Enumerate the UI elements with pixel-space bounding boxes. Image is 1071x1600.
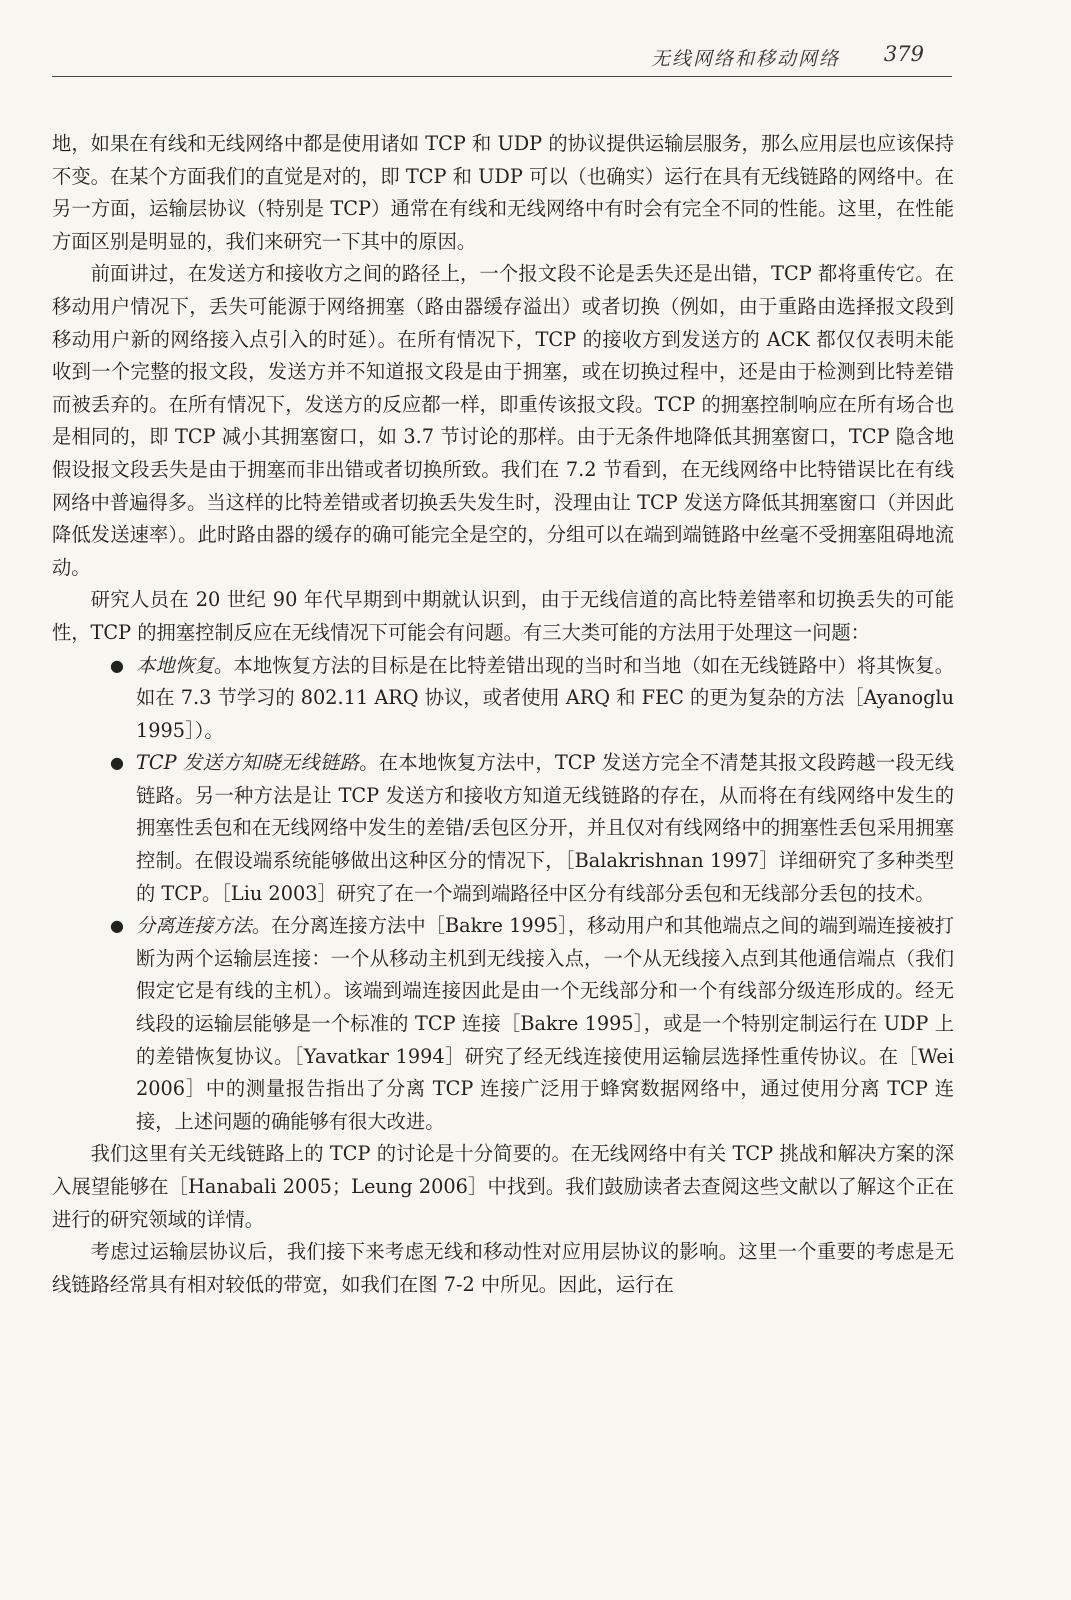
paragraph-continued: 地，如果在有线和无线网络中都是使用诸如 TCP 和 UDP 的协议提供运输层服务，那么应用层也应该保持不变。在某个方面我们的直觉是对的，即 TCP 和 UDP 可以（也确实）运行在具有无线链路的网络中。在另一方面，运输层协议（特别是 TCP）通常在有线和无线网络中有时会有完全不同的性能。这里，在性能方面区别是明显的，我们来研究一下其中的原因。 <box>52 132 954 253</box>
paragraph: 前面讲过，在发送方和接收方之间的路径上，一个报文段不论是丢失还是出错，TCP 都将重传它。在移动用户情况下，丢失可能源于网络拥塞（路由器缓存溢出）或者切换（例如，由于重路由选择报文段到移动用户新的网络接入点引入的时延）。在所有情况下，TCP 的接收方到发送方的 ACK 都仅仅表明未能收到一个完整的报文段，发送方并不知道报文段是由于拥塞，或在切换过程中，还是由于检测到比特差错而被丢弃的。在所有情况下，发送方的反应都一样，即重传该报文段。TCP 的拥塞控制响应在所有场合也是相同的，即 TCP 减小其拥塞窗口，如 3.7 节讨论的那样。由于无条件地降低其拥塞窗口，TCP 隐含地假设报文段丢失是由于拥塞而非出错或者切换所致。我们在 7.2 节看到，在无线网络中比特错误比在有线网络中普遍得多。当这样的比特差错或者切换丢失发生时，没理由让 TCP 发送方降低其拥塞窗口（并因此降低发送速率）。此时路由器的缓存的确可能完全是空的，分组可以在端到端链路中丝毫不受拥塞阻碍地流动。 <box>52 262 954 579</box>
page-number: 379 <box>883 42 924 66</box>
list-item-term: 分离连接方法 <box>136 914 252 938</box>
list-item <box>52 747 954 910</box>
list-item-term: 本地恢复 <box>136 653 214 677</box>
paragraph: 研究人员在 20 世纪 90 年代早期到中期就认识到，由于无线信道的高比特差错率和切换丢失的可能性，TCP 的拥塞控制反应在无线情况下可能会有问题。有三大类可能的方法用于处理这一问题： <box>52 588 954 644</box>
list-item-text: 。本地恢复方法的目标是在比特差错出现的当时和当地（如在无线链路中）将其恢复。如在 7.3 节学习的 802.11 ARQ 协议，或者使用 ARQ 和 FEC 的更为复杂的方法［Ayanoglu 1995］）。 <box>136 653 955 742</box>
bullet-icon: ● <box>110 655 124 675</box>
list-item-term: TCP 发送方知晓无线链路 <box>136 751 360 775</box>
bullet-icon: ● <box>110 916 124 936</box>
bullet-icon: ● <box>110 753 124 773</box>
running-header <box>52 44 952 77</box>
list-item-text: 。在本地恢复方法中，TCP 发送方完全不清楚其报文段跨越一段无线链路。另一种方法是让 TCP 发送方和接收方知道无线链路的存在，从而将在有线网络中发生的拥塞性丢包和在无线网络中发生的差错/丢包区分开，并且仅对有线网络中的拥塞性丢包采用拥塞控制。在假设端系统能够做出这种区分的情况下，［Balakrishnan 1997］详细研究了多种类型的 TCP。［Liu 2003］研究了在一个端到端路径中区分有线部分丢包和无线部分丢包的技术。 <box>136 751 954 905</box>
body-text <box>52 128 954 1301</box>
paragraph: 我们这里有关无线链路上的 TCP 的讨论是十分简要的。在无线网络中有关 TCP 挑战和解决方案的深入展望能够在［Hanabali 2005；Leung 2006］中找到。我们鼓励读者去查阅这些文献以了解这个正在进行的研究领域的详情。 <box>52 1142 954 1231</box>
list-item-text: 。在分离连接方法中［Bakre 1995］，移动用户和其他端点之间的端到端连接被打断为两个运输层连接：一个从移动主机到无线接入点，一个从无线接入点到其他通信端点（我们假定它是有线的主机）。该端到端连接因此是由一个无线部分和一个有线部分级连形成的。经无线段的运输层能够是一个标准的 TCP 连接［Bakre 1995］，或是一个特别定制运行在 UDP 上的差错恢复协议。［Yavatkar 1994］研究了经无线连接使用运输层选择性重传协议。在［Wei 2006］中的测量报告指出了分离 TCP 连接广泛用于蜂窝数据网络中，通过使用分离 TCP 连接，上述问题的确能够有很大改进。 <box>136 914 954 1133</box>
list-item <box>52 910 954 1138</box>
list-item <box>52 650 954 748</box>
paragraph: 考虑过运输层协议后，我们接下来考虑无线和移动性对应用层协议的影响。这里一个重要的考虑是无线链路经常具有相对较低的带宽，如我们在图 7-2 中所见。因此，运行在 <box>52 1240 954 1296</box>
approach-list <box>52 650 954 1139</box>
chapter-title: 无线网络和移动网络 <box>650 48 840 70</box>
